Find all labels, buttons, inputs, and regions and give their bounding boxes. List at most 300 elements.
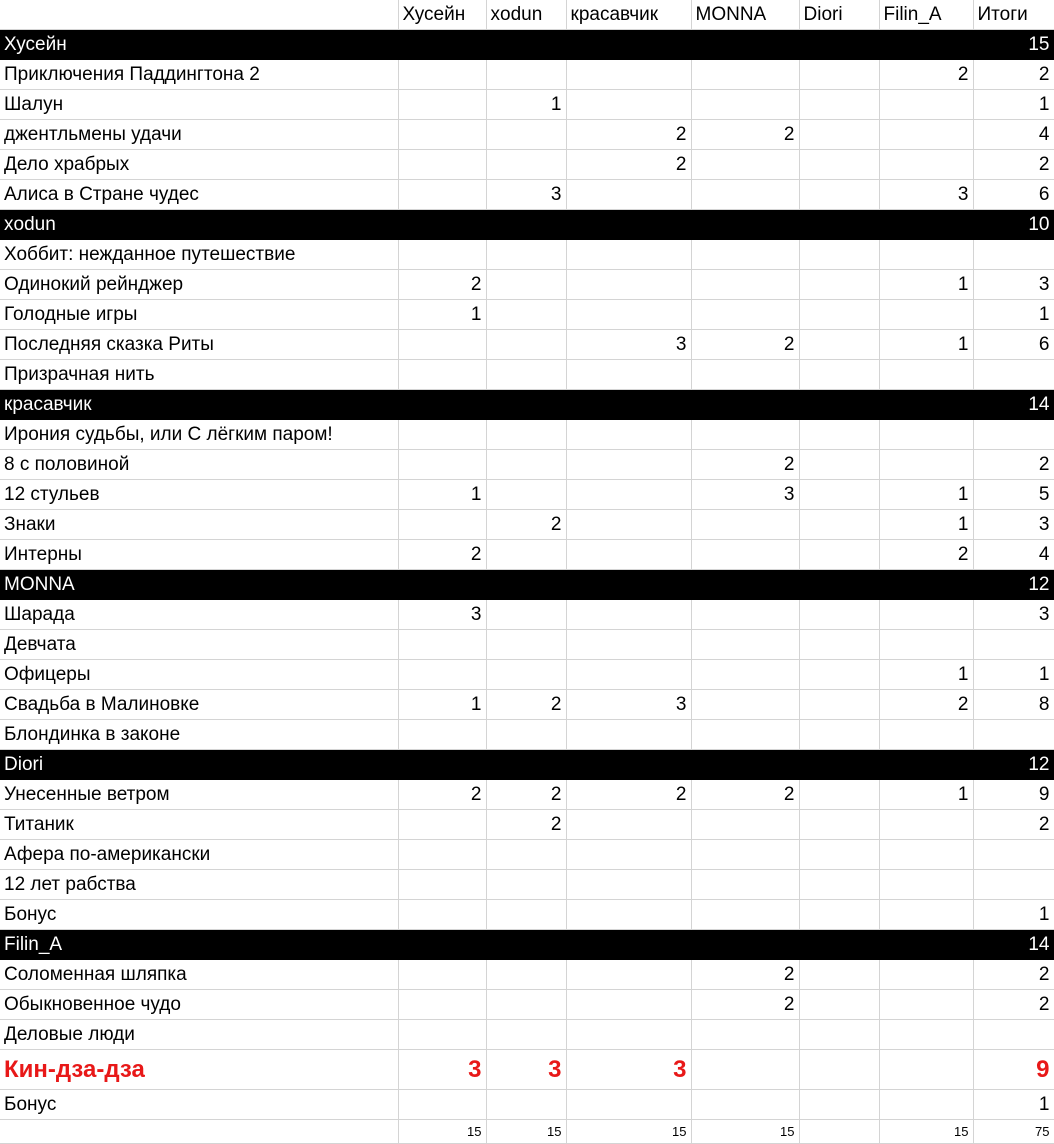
title-cell[interactable]: Кин-дза-дза [0, 1050, 398, 1090]
total-cell[interactable]: 1 [973, 300, 1054, 330]
score-cell[interactable] [566, 630, 691, 660]
score-cell[interactable]: 1 [879, 270, 973, 300]
score-cell[interactable] [799, 1050, 879, 1090]
title-cell[interactable]: Обыкновенное чудо [0, 990, 398, 1020]
score-cell[interactable] [486, 630, 566, 660]
column-total-cell[interactable] [799, 1120, 879, 1144]
score-cell[interactable] [879, 1050, 973, 1090]
score-cell[interactable] [879, 150, 973, 180]
score-cell[interactable] [799, 720, 879, 750]
column-total-cell[interactable]: 15 [879, 1120, 973, 1144]
score-cell[interactable] [799, 90, 879, 120]
score-cell[interactable]: 2 [691, 780, 799, 810]
score-cell[interactable] [691, 300, 799, 330]
score-cell[interactable]: 3 [879, 180, 973, 210]
score-cell[interactable] [879, 720, 973, 750]
score-cell[interactable] [799, 180, 879, 210]
score-cell[interactable] [799, 510, 879, 540]
score-cell[interactable] [691, 540, 799, 570]
score-cell[interactable] [398, 420, 486, 450]
score-cell[interactable]: 3 [398, 1050, 486, 1090]
score-cell[interactable] [879, 900, 973, 930]
score-cell[interactable] [566, 450, 691, 480]
score-cell[interactable] [691, 240, 799, 270]
score-cell[interactable] [879, 90, 973, 120]
title-cell[interactable]: Свадьба в Малиновке [0, 690, 398, 720]
highlight-row [0, 1050, 1054, 1090]
group-header-row [0, 930, 1054, 960]
score-cell[interactable] [691, 1020, 799, 1050]
score-cell[interactable] [691, 870, 799, 900]
score-cell[interactable] [566, 990, 691, 1020]
score-cell[interactable] [566, 510, 691, 540]
score-cell[interactable]: 3 [486, 180, 566, 210]
score-cell[interactable]: 2 [879, 690, 973, 720]
column-totals-row [0, 1120, 1054, 1144]
score-cell[interactable] [486, 990, 566, 1020]
score-cell[interactable] [879, 840, 973, 870]
score-cell[interactable] [799, 420, 879, 450]
score-cell[interactable]: 2 [486, 690, 566, 720]
score-cell[interactable] [799, 630, 879, 660]
score-cell[interactable] [398, 720, 486, 750]
title-cell[interactable]: Ирония судьбы, или С лёгким паром! [0, 420, 398, 450]
table-row [0, 690, 1054, 720]
score-cell[interactable] [799, 450, 879, 480]
title-cell[interactable]: Унесенные ветром [0, 780, 398, 810]
score-cell[interactable] [398, 90, 486, 120]
column-total-cell[interactable]: 75 [973, 1120, 1054, 1144]
header-cell[interactable]: красавчик [566, 0, 691, 30]
table-row [0, 90, 1054, 120]
score-cell[interactable]: 2 [398, 780, 486, 810]
score-cell[interactable] [691, 90, 799, 120]
score-cell[interactable]: 3 [691, 480, 799, 510]
score-cell[interactable]: 2 [566, 780, 691, 810]
score-cell[interactable] [879, 450, 973, 480]
score-cell[interactable] [879, 360, 973, 390]
score-cell[interactable] [486, 450, 566, 480]
score-cell[interactable] [879, 870, 973, 900]
score-cell[interactable]: 2 [691, 120, 799, 150]
group-header-row [0, 30, 1054, 60]
score-cell[interactable] [486, 900, 566, 930]
score-cell[interactable] [398, 120, 486, 150]
score-cell[interactable]: 2 [691, 960, 799, 990]
score-cell[interactable] [566, 810, 691, 840]
score-cell[interactable] [486, 720, 566, 750]
group-total-cell[interactable]: 10 [973, 210, 1054, 240]
score-cell[interactable] [486, 660, 566, 690]
group-title-cell[interactable]: Хусейн [0, 30, 973, 60]
score-cell[interactable]: 2 [879, 60, 973, 90]
score-cell[interactable] [566, 480, 691, 510]
score-cell[interactable] [486, 1020, 566, 1050]
score-cell[interactable] [566, 660, 691, 690]
score-cell[interactable] [879, 1020, 973, 1050]
total-cell[interactable]: 4 [973, 540, 1054, 570]
score-cell[interactable] [398, 60, 486, 90]
score-cell[interactable] [398, 330, 486, 360]
column-total-cell[interactable]: 15 [398, 1120, 486, 1144]
table-row [0, 240, 1054, 270]
score-cell[interactable] [879, 960, 973, 990]
score-cell[interactable] [486, 840, 566, 870]
score-cell[interactable] [566, 240, 691, 270]
total-cell[interactable]: 3 [973, 270, 1054, 300]
group-total-cell[interactable]: 14 [973, 930, 1054, 960]
score-cell[interactable] [486, 120, 566, 150]
title-cell[interactable]: Деловые люди [0, 1020, 398, 1050]
score-cell[interactable] [486, 240, 566, 270]
title-cell[interactable]: Бонус [0, 1090, 398, 1120]
score-cell[interactable] [566, 600, 691, 630]
score-cell[interactable] [398, 450, 486, 480]
score-cell[interactable]: 3 [486, 1050, 566, 1090]
score-cell[interactable] [799, 120, 879, 150]
score-cell[interactable] [486, 870, 566, 900]
score-cell[interactable] [398, 630, 486, 660]
total-cell[interactable]: 2 [973, 960, 1054, 990]
totals-label-cell[interactable] [0, 1120, 398, 1144]
table-row [0, 300, 1054, 330]
title-cell[interactable]: Интерны [0, 540, 398, 570]
total-cell[interactable] [973, 360, 1054, 390]
title-cell[interactable]: 8 с половиной [0, 450, 398, 480]
total-cell[interactable] [973, 1020, 1054, 1050]
score-cell[interactable] [398, 1020, 486, 1050]
total-cell[interactable]: 2 [973, 990, 1054, 1020]
total-cell[interactable] [973, 240, 1054, 270]
title-cell[interactable]: Приключения Паддингтона 2 [0, 60, 398, 90]
header-cell[interactable]: MONNA [691, 0, 799, 30]
score-cell[interactable] [691, 360, 799, 390]
score-cell[interactable]: 3 [566, 1050, 691, 1090]
group-title-cell[interactable]: красавчик [0, 390, 973, 420]
group-header-row [0, 390, 1054, 420]
table-row [0, 180, 1054, 210]
score-cell[interactable] [398, 180, 486, 210]
total-cell[interactable]: 2 [973, 450, 1054, 480]
score-cell[interactable] [486, 1090, 566, 1120]
table-row [0, 990, 1054, 1020]
title-cell[interactable]: Последняя сказка Риты [0, 330, 398, 360]
score-cell[interactable] [799, 600, 879, 630]
score-cell[interactable] [398, 240, 486, 270]
score-cell[interactable]: 1 [486, 90, 566, 120]
score-cell[interactable] [691, 270, 799, 300]
score-cell[interactable] [799, 480, 879, 510]
score-cell[interactable] [566, 840, 691, 870]
score-cell[interactable] [879, 600, 973, 630]
total-cell[interactable]: 2 [973, 60, 1054, 90]
total-cell[interactable]: 5 [973, 480, 1054, 510]
total-cell[interactable] [973, 840, 1054, 870]
title-cell[interactable]: Алиса в Стране чудес [0, 180, 398, 210]
total-cell[interactable]: 6 [973, 330, 1054, 360]
table-row [0, 150, 1054, 180]
score-cell[interactable] [486, 540, 566, 570]
table-row [0, 960, 1054, 990]
score-cell[interactable] [398, 510, 486, 540]
score-cell[interactable] [879, 630, 973, 660]
total-cell[interactable]: 9 [973, 780, 1054, 810]
score-cell[interactable]: 1 [879, 510, 973, 540]
table-row [0, 810, 1054, 840]
group-title-cell[interactable]: MONNA [0, 570, 973, 600]
score-cell[interactable]: 2 [566, 120, 691, 150]
table-row [0, 420, 1054, 450]
header-cell[interactable]: Итоги [973, 0, 1054, 30]
total-cell[interactable]: 2 [973, 150, 1054, 180]
score-cell[interactable] [566, 300, 691, 330]
score-cell[interactable] [879, 1090, 973, 1120]
score-cell[interactable] [486, 330, 566, 360]
title-cell[interactable]: Хоббит: нежданное путешествие [0, 240, 398, 270]
title-cell[interactable]: джентльмены удачи [0, 120, 398, 150]
score-cell[interactable] [398, 660, 486, 690]
score-cell[interactable]: 3 [566, 690, 691, 720]
group-title-cell[interactable]: Diori [0, 750, 973, 780]
group-header-row [0, 750, 1054, 780]
score-cell[interactable] [799, 1090, 879, 1120]
score-cell[interactable] [486, 480, 566, 510]
score-cell[interactable] [691, 840, 799, 870]
score-cell[interactable]: 2 [691, 450, 799, 480]
score-cell[interactable] [691, 690, 799, 720]
title-cell[interactable]: Шарада [0, 600, 398, 630]
score-cell[interactable] [799, 960, 879, 990]
score-cell[interactable] [566, 900, 691, 930]
title-cell[interactable]: Дело храбрых [0, 150, 398, 180]
score-cell[interactable] [879, 420, 973, 450]
column-total-cell[interactable]: 15 [566, 1120, 691, 1144]
score-cell[interactable] [799, 270, 879, 300]
score-cell[interactable] [799, 990, 879, 1020]
score-cell[interactable] [486, 150, 566, 180]
score-cell[interactable] [566, 720, 691, 750]
header-cell[interactable]: Filin_A [879, 0, 973, 30]
title-cell[interactable]: Знаки [0, 510, 398, 540]
title-cell[interactable]: Афера по-американски [0, 840, 398, 870]
score-cell[interactable]: 2 [879, 540, 973, 570]
score-cell[interactable] [566, 420, 691, 450]
score-cell[interactable] [799, 540, 879, 570]
score-cell[interactable] [691, 420, 799, 450]
score-cell[interactable] [486, 420, 566, 450]
score-cell[interactable] [799, 690, 879, 720]
score-cell[interactable] [799, 330, 879, 360]
table-row [0, 720, 1054, 750]
title-cell[interactable]: Бонус [0, 900, 398, 930]
group-header-row [0, 570, 1054, 600]
score-cell[interactable] [566, 360, 691, 390]
table-row [0, 450, 1054, 480]
score-cell[interactable]: 2 [398, 270, 486, 300]
table-row [0, 60, 1054, 90]
score-cell[interactable] [691, 900, 799, 930]
score-cell[interactable] [799, 360, 879, 390]
score-cell[interactable] [691, 630, 799, 660]
title-cell[interactable]: Титаник [0, 810, 398, 840]
title-cell[interactable]: Голодные игры [0, 300, 398, 330]
header-cell[interactable]: xodun [486, 0, 566, 30]
score-cell[interactable] [566, 540, 691, 570]
header-row [0, 0, 1054, 30]
score-cell[interactable] [398, 360, 486, 390]
score-cell[interactable] [398, 900, 486, 930]
title-cell[interactable]: Одинокий рейнджер [0, 270, 398, 300]
total-cell[interactable]: 1 [973, 660, 1054, 690]
score-cell[interactable] [566, 1020, 691, 1050]
score-cell[interactable] [566, 180, 691, 210]
score-cell[interactable] [879, 120, 973, 150]
header-cell[interactable]: Diori [799, 0, 879, 30]
total-cell[interactable]: 9 [973, 1050, 1054, 1090]
total-cell[interactable] [973, 420, 1054, 450]
table-row [0, 120, 1054, 150]
score-cell[interactable] [398, 810, 486, 840]
score-cell[interactable] [879, 810, 973, 840]
score-cell[interactable] [799, 150, 879, 180]
score-cell[interactable] [799, 60, 879, 90]
score-cell[interactable]: 1 [398, 690, 486, 720]
column-total-cell[interactable]: 15 [691, 1120, 799, 1144]
title-cell[interactable]: Призрачная нить [0, 360, 398, 390]
total-cell[interactable]: 3 [973, 510, 1054, 540]
title-cell[interactable]: Шалун [0, 90, 398, 120]
score-cell[interactable] [691, 180, 799, 210]
score-cell[interactable] [486, 60, 566, 90]
score-cell[interactable]: 1 [879, 780, 973, 810]
table-row [0, 1090, 1054, 1120]
score-cell[interactable] [691, 1090, 799, 1120]
score-cell[interactable] [486, 270, 566, 300]
score-cell[interactable] [691, 60, 799, 90]
title-cell[interactable]: Офицеры [0, 660, 398, 690]
total-cell[interactable] [973, 720, 1054, 750]
score-cell[interactable]: 2 [486, 810, 566, 840]
score-cell[interactable] [566, 60, 691, 90]
total-cell[interactable]: 4 [973, 120, 1054, 150]
table-row [0, 330, 1054, 360]
score-cell[interactable]: 3 [398, 600, 486, 630]
group-total-cell[interactable]: 12 [973, 570, 1054, 600]
score-cell[interactable] [486, 600, 566, 630]
score-cell[interactable] [799, 870, 879, 900]
score-cell[interactable] [799, 1020, 879, 1050]
header-cell[interactable]: Хусейн [398, 0, 486, 30]
score-cell[interactable]: 2 [398, 540, 486, 570]
total-cell[interactable] [973, 870, 1054, 900]
header-cell-empty[interactable] [0, 0, 398, 30]
table-row [0, 600, 1054, 630]
score-cell[interactable] [691, 1050, 799, 1090]
score-cell[interactable] [799, 900, 879, 930]
score-cell[interactable] [398, 1090, 486, 1120]
total-cell[interactable]: 3 [973, 600, 1054, 630]
score-cell[interactable] [799, 840, 879, 870]
score-cell[interactable] [799, 300, 879, 330]
score-cell[interactable] [398, 840, 486, 870]
title-cell[interactable]: Соломенная шляпка [0, 960, 398, 990]
score-cell[interactable] [486, 360, 566, 390]
score-cell[interactable] [799, 810, 879, 840]
score-cell[interactable]: 3 [566, 330, 691, 360]
score-cell[interactable] [398, 870, 486, 900]
score-cell[interactable] [566, 960, 691, 990]
score-cell[interactable] [566, 1090, 691, 1120]
score-cell[interactable] [799, 240, 879, 270]
score-cell[interactable] [879, 240, 973, 270]
title-cell[interactable]: Девчата [0, 630, 398, 660]
score-cell[interactable] [398, 150, 486, 180]
table-row [0, 870, 1054, 900]
group-total-cell[interactable]: 12 [973, 750, 1054, 780]
score-cell[interactable]: 2 [486, 780, 566, 810]
title-cell[interactable]: 12 лет рабства [0, 870, 398, 900]
group-title-cell[interactable]: xodun [0, 210, 973, 240]
table-row [0, 270, 1054, 300]
score-cell[interactable]: 1 [879, 330, 973, 360]
score-cell[interactable]: 1 [398, 300, 486, 330]
title-cell[interactable]: Блондинка в законе [0, 720, 398, 750]
score-cell[interactable] [486, 960, 566, 990]
table-row [0, 1020, 1054, 1050]
score-cell[interactable] [486, 300, 566, 330]
score-cell[interactable] [879, 990, 973, 1020]
score-cell[interactable] [566, 90, 691, 120]
score-cell[interactable] [691, 810, 799, 840]
score-cell[interactable] [799, 660, 879, 690]
score-cell[interactable] [691, 660, 799, 690]
group-total-cell[interactable]: 15 [973, 30, 1054, 60]
group-title-cell[interactable]: Filin_A [0, 930, 973, 960]
total-cell[interactable] [973, 630, 1054, 660]
total-cell[interactable]: 8 [973, 690, 1054, 720]
column-total-cell[interactable]: 15 [486, 1120, 566, 1144]
score-cell[interactable] [691, 510, 799, 540]
total-cell[interactable]: 1 [973, 900, 1054, 930]
score-cell[interactable]: 2 [566, 150, 691, 180]
score-cell[interactable] [566, 870, 691, 900]
group-header-row [0, 210, 1054, 240]
total-cell[interactable]: 2 [973, 810, 1054, 840]
score-cell[interactable] [691, 600, 799, 630]
score-cell[interactable]: 1 [879, 660, 973, 690]
table-row [0, 900, 1054, 930]
table-row [0, 660, 1054, 690]
score-cell[interactable]: 1 [398, 480, 486, 510]
total-cell[interactable]: 1 [973, 90, 1054, 120]
score-cell[interactable] [879, 300, 973, 330]
group-total-cell[interactable]: 14 [973, 390, 1054, 420]
score-cell[interactable]: 2 [691, 990, 799, 1020]
score-cell[interactable]: 2 [691, 330, 799, 360]
title-cell[interactable]: 12 стульев [0, 480, 398, 510]
score-cell[interactable] [691, 720, 799, 750]
score-cell[interactable] [566, 270, 691, 300]
score-cell[interactable]: 1 [879, 480, 973, 510]
score-cell[interactable] [799, 780, 879, 810]
total-cell[interactable]: 1 [973, 1090, 1054, 1120]
table-row [0, 480, 1054, 510]
score-cell[interactable] [691, 150, 799, 180]
total-cell[interactable]: 6 [973, 180, 1054, 210]
score-cell[interactable] [398, 960, 486, 990]
score-cell[interactable] [398, 990, 486, 1020]
score-cell[interactable]: 2 [486, 510, 566, 540]
